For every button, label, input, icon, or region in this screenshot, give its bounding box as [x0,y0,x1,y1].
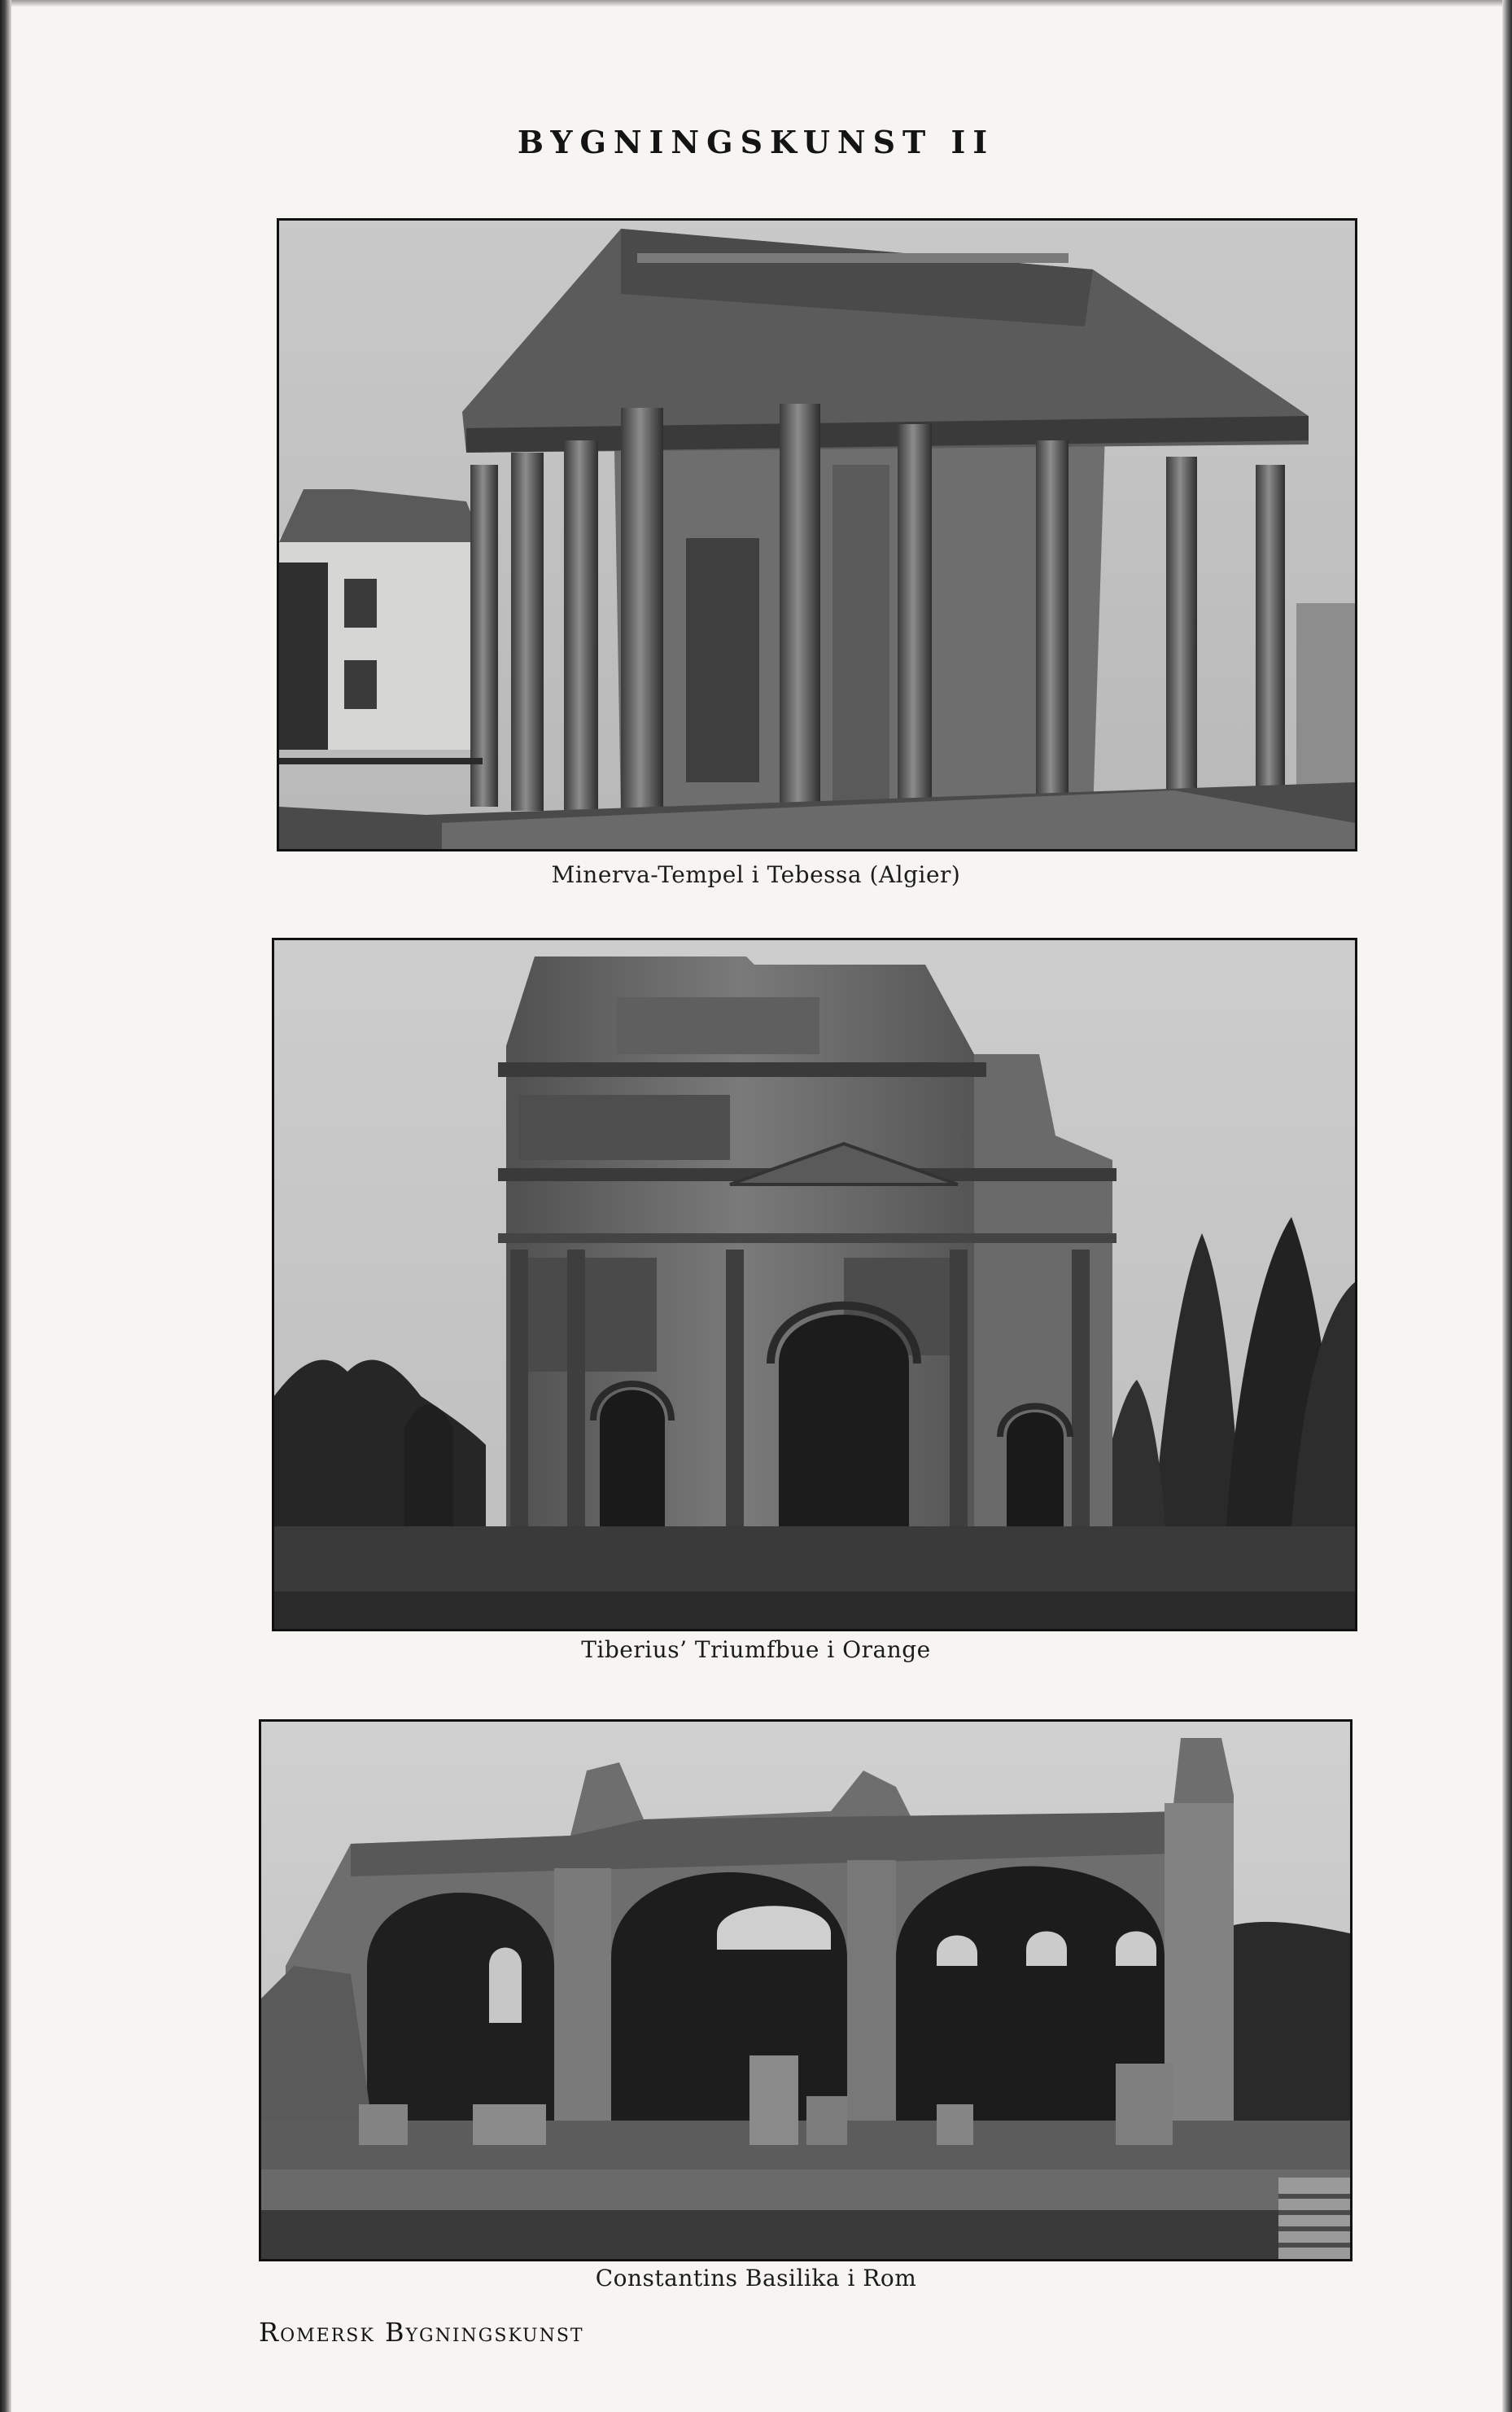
temple-caption: Minerva-Tempel i Tebessa (Algier) [551,861,961,888]
triumphal-arch-photo [272,938,1357,1631]
basilica-caption: Constantins Basilika i Rom [595,2265,917,2292]
page-title: BYGNINGSKUNST II [517,124,995,160]
triumphal-arch-caption: Tiberius’ Triumfbue i Orange [581,1636,931,1663]
basilica-photo [259,1719,1352,2261]
page-edge-right [1502,0,1512,2412]
temple-photo [277,218,1357,851]
page-edge-left [0,0,11,2412]
page-edge-top [0,0,1512,7]
footer-title: Romersk Bygningskunst [259,2317,584,2348]
